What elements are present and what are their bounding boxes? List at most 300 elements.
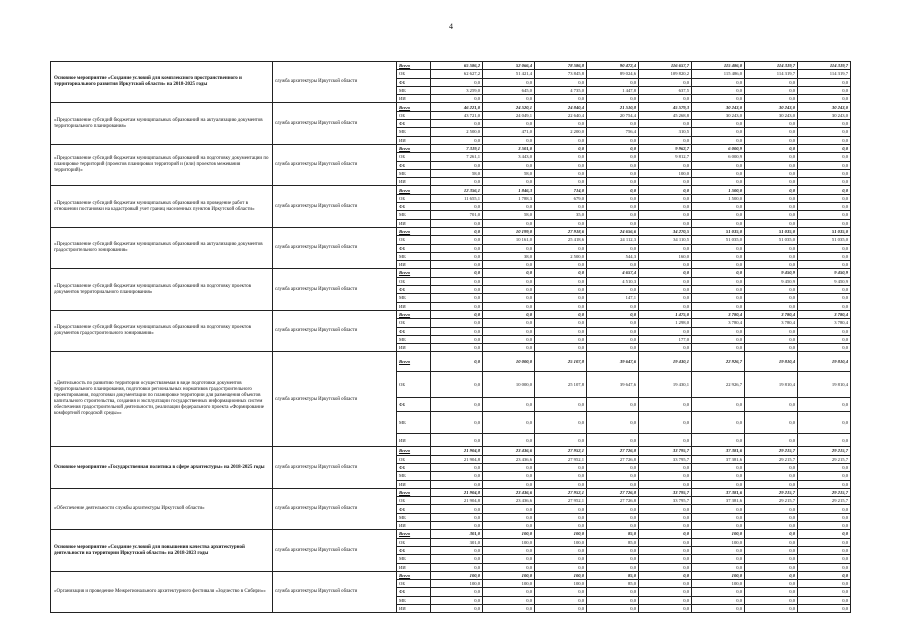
amount-cell: 100,0	[431, 580, 483, 588]
amount-cell: 0,0	[639, 398, 692, 412]
amount-cell: 0,0	[587, 261, 639, 269]
amount-cell: 0,0	[639, 327, 692, 335]
amount-cell: 0,0	[692, 605, 745, 613]
amount-cell: 0,0	[798, 530, 851, 538]
amount-cell: 24 840,4	[535, 103, 587, 111]
amount-cell: 0,0	[745, 571, 798, 579]
amount-cell: 100,0	[535, 580, 587, 588]
amount-cell: 0,0	[587, 555, 639, 563]
amount-cell: 100,0	[692, 538, 745, 546]
amount-cell: 0,0	[431, 372, 483, 398]
amount-cell: 0,0	[431, 505, 483, 513]
amount-cell: 0,0	[692, 120, 745, 128]
amount-cell: 0,0	[587, 153, 639, 161]
amount-cell: 0,0	[587, 95, 639, 103]
amount-cell: 0,0	[431, 513, 483, 521]
amount-cell: 0,0	[745, 128, 798, 136]
amount-cell: 0,0	[587, 302, 639, 310]
amount-cell: 0,0	[535, 546, 587, 554]
amount-cell: 29 215,7	[798, 447, 851, 455]
amount-cell: 0,0	[431, 463, 483, 471]
amount-cell: 33 795,7	[639, 455, 692, 463]
amount-cell: 0,0	[587, 412, 639, 434]
amount-cell: 714,0	[535, 186, 587, 194]
amount-cell: 58,0	[483, 169, 535, 177]
amount-cell: 114 319,7	[745, 62, 798, 70]
amount-cell: 114 319,7	[798, 70, 851, 78]
activity-description: Основное мероприятие «Создание условий для повышения качества архитектурной деятельности на территории Иркутской области» на 2018-2023 годы	[51, 530, 273, 571]
amount-cell: 0,0	[798, 546, 851, 554]
amount-cell: 0,0	[431, 398, 483, 412]
amount-cell: 0,0	[483, 434, 535, 447]
amount-cell: 0,0	[745, 434, 798, 447]
amount-cell: 177,0	[639, 335, 692, 343]
amount-cell: 0,0	[798, 219, 851, 227]
amount-cell: 27 726,8	[587, 447, 639, 455]
amount-cell: 0,0	[692, 463, 745, 471]
funding-source: ФБ	[397, 161, 431, 169]
amount-cell: 0,0	[535, 480, 587, 488]
amount-cell: 0,0	[535, 219, 587, 227]
amount-cell: 24 520,1	[483, 103, 535, 111]
amount-cell: 0,0	[535, 588, 587, 596]
activity-description: Основное мероприятие «Создание условий для комплексного пространственного и территориального развития Иркутской области» на 2018-2025 годы	[51, 62, 273, 103]
amount-cell: 0,0	[798, 434, 851, 447]
amount-cell: 21 904,8	[431, 497, 483, 505]
responsible-executor: служба архитектуры Иркутской области	[273, 103, 397, 144]
amount-cell: 3 780,4	[745, 319, 798, 327]
amount-cell: 0,0	[483, 596, 535, 604]
funding-source: ОБ	[397, 277, 431, 285]
amount-cell: 0,0	[587, 244, 639, 252]
table-row	[51, 186, 851, 194]
amount-cell: 301,0	[431, 538, 483, 546]
amount-cell: 22 926,7	[692, 372, 745, 398]
funding-source: ИИ	[397, 261, 431, 269]
amount-cell: 37 381,6	[692, 447, 745, 455]
amount-cell: 0,0	[535, 398, 587, 412]
funding-source: ФБ	[397, 203, 431, 211]
funding-source: ОБ	[397, 455, 431, 463]
amount-cell: 0,0	[745, 538, 798, 546]
amount-cell: 37 381,6	[692, 497, 745, 505]
funding-source: Всего	[397, 227, 431, 235]
amount-cell: 33 795,7	[639, 447, 692, 455]
amount-cell: 0,0	[535, 319, 587, 327]
amount-cell: 0,0	[535, 434, 587, 447]
amount-cell: 85,0	[587, 538, 639, 546]
table-row	[51, 269, 851, 277]
amount-cell: 0,0	[535, 144, 587, 152]
amount-cell: 0,0	[798, 480, 851, 488]
amount-cell: 0,0	[692, 302, 745, 310]
funding-source: ИИ	[397, 563, 431, 571]
amount-cell: 12 356,1	[431, 186, 483, 194]
amount-cell: 0,0	[483, 480, 535, 488]
amount-cell: 19 430,1	[639, 352, 692, 372]
amount-cell: 0,0	[798, 86, 851, 94]
table-row	[51, 103, 851, 111]
amount-cell: 0,0	[639, 211, 692, 219]
responsible-executor: служба архитектуры Иркутской области	[273, 310, 397, 351]
amount-cell: 100,0	[483, 538, 535, 546]
amount-cell: 100,0	[692, 580, 745, 588]
amount-cell: 0,0	[587, 161, 639, 169]
amount-cell: 0,0	[745, 588, 798, 596]
amount-cell: 0,0	[535, 244, 587, 252]
amount-cell: 9 450,9	[798, 277, 851, 285]
amount-cell: 0,0	[692, 203, 745, 211]
amount-cell: 0,0	[692, 219, 745, 227]
amount-cell: 0,0	[639, 95, 692, 103]
amount-cell: 0,0	[587, 605, 639, 613]
responsible-executor: служба архитектуры Иркутской области	[273, 186, 397, 227]
funding-source: ИИ	[397, 302, 431, 310]
amount-cell: 0,0	[483, 310, 535, 318]
amount-cell: 100,0	[483, 571, 535, 579]
amount-cell: 4 735,0	[535, 86, 587, 94]
amount-cell: 0,0	[745, 463, 798, 471]
amount-cell: 22 926,7	[692, 352, 745, 372]
amount-cell: 0,0	[798, 580, 851, 588]
amount-cell: 147,1	[587, 294, 639, 302]
amount-cell: 51 421,4	[483, 70, 535, 78]
amount-cell: 0,0	[745, 86, 798, 94]
amount-cell: 3 780,4	[692, 319, 745, 327]
amount-cell: 0,0	[483, 277, 535, 285]
table-row	[51, 530, 851, 538]
funding-source: ФБ	[397, 398, 431, 412]
amount-cell: 0,0	[483, 472, 535, 480]
amount-cell: 1 298,0	[639, 319, 692, 327]
responsible-executor: служба архитектуры Иркутской области	[273, 269, 397, 310]
amount-cell: 65 586,2	[431, 62, 483, 70]
amount-cell: 0,0	[483, 244, 535, 252]
amount-cell: 0,0	[798, 178, 851, 186]
amount-cell: 0,0	[639, 161, 692, 169]
amount-cell: 109 820,2	[639, 70, 692, 78]
amount-cell: 0,0	[483, 546, 535, 554]
amount-cell: 0,0	[431, 261, 483, 269]
amount-cell: 35,0	[535, 211, 587, 219]
amount-cell: 30 243,0	[798, 103, 851, 111]
amount-cell: 0,0	[798, 144, 851, 152]
amount-cell: 0,0	[535, 412, 587, 434]
amount-cell: 0,0	[639, 538, 692, 546]
amount-cell: 0,0	[745, 555, 798, 563]
amount-cell: 0,0	[535, 472, 587, 480]
amount-cell: 0,0	[692, 261, 745, 269]
amount-cell: 9 450,9	[745, 277, 798, 285]
amount-cell: 1 475,0	[639, 310, 692, 318]
amount-cell: 0,0	[639, 546, 692, 554]
amount-cell: 0,0	[431, 344, 483, 352]
amount-cell: 62 627,2	[431, 70, 483, 78]
funding-source: Всего	[397, 488, 431, 496]
funding-source: ИИ	[397, 219, 431, 227]
amount-cell: 0,0	[745, 505, 798, 513]
amount-cell: 0,0	[431, 178, 483, 186]
amount-cell: 0,0	[431, 203, 483, 211]
amount-cell: 0,0	[587, 327, 639, 335]
amount-cell: 73 845,8	[535, 70, 587, 78]
amount-cell: 29 215,7	[745, 455, 798, 463]
funding-source: ОБ	[397, 194, 431, 202]
funding-source: Всего	[397, 144, 431, 152]
funding-source: ФБ	[397, 286, 431, 294]
amount-cell: 0,0	[745, 211, 798, 219]
amount-cell: 100,0	[639, 169, 692, 177]
amount-cell: 0,0	[692, 244, 745, 252]
amount-cell: 0,0	[692, 252, 745, 260]
amount-cell: 0,0	[535, 513, 587, 521]
amount-cell: 0,0	[692, 546, 745, 554]
amount-cell: 0,0	[639, 203, 692, 211]
amount-cell: 0,0	[431, 277, 483, 285]
amount-cell: 0,0	[483, 78, 535, 86]
amount-cell: 0,0	[431, 472, 483, 480]
amount-cell: 0,0	[639, 513, 692, 521]
amount-cell: 0,0	[535, 78, 587, 86]
amount-cell: 4 510,3	[587, 277, 639, 285]
amount-cell: 0,0	[798, 211, 851, 219]
funding-source: Всего	[397, 310, 431, 318]
amount-cell: 0,0	[587, 178, 639, 186]
funding-source: Всего	[397, 447, 431, 455]
amount-cell: 27 726,8	[587, 488, 639, 496]
amount-cell: 2 200,0	[535, 128, 587, 136]
funding-source: Всего	[397, 269, 431, 277]
amount-cell: 0,0	[639, 120, 692, 128]
amount-cell: 29 215,7	[798, 497, 851, 505]
amount-cell: 0,0	[483, 555, 535, 563]
responsible-executor: служба архитектуры Иркутской области	[273, 227, 397, 268]
amount-cell: 0,0	[431, 596, 483, 604]
amount-cell: 39 647,6	[587, 352, 639, 372]
amount-cell: 0,0	[745, 136, 798, 144]
funding-source: ИИ	[397, 136, 431, 144]
activity-description: «Обеспечение деятельности службы архитектуры Иркутской области»	[51, 488, 273, 529]
amount-cell: 0,0	[692, 555, 745, 563]
amount-cell: 0,0	[587, 546, 639, 554]
funding-source: ОБ	[397, 372, 431, 398]
amount-cell: 0,0	[431, 244, 483, 252]
amount-cell: 22 640,4	[535, 111, 587, 119]
funding-source: МБ	[397, 86, 431, 94]
funding-source: ИИ	[397, 178, 431, 186]
amount-cell: 0,0	[639, 605, 692, 613]
amount-cell: 0,0	[639, 472, 692, 480]
amount-cell: 0,0	[431, 294, 483, 302]
amount-cell: 0,0	[483, 513, 535, 521]
amount-cell: 0,0	[639, 186, 692, 194]
amount-cell: 0,0	[692, 596, 745, 604]
amount-cell: 34 270,5	[639, 227, 692, 235]
amount-cell: 0,0	[535, 203, 587, 211]
amount-cell: 29 215,7	[745, 497, 798, 505]
funding-source: МБ	[397, 128, 431, 136]
amount-cell: 0,0	[745, 153, 798, 161]
amount-cell: 100,0	[535, 530, 587, 538]
amount-cell: 27 726,8	[587, 497, 639, 505]
amount-cell: 43 721,0	[431, 111, 483, 119]
amount-cell: 0,0	[692, 563, 745, 571]
amount-cell: 0,0	[798, 555, 851, 563]
amount-cell: 0,0	[587, 136, 639, 144]
amount-cell: 0,0	[483, 327, 535, 335]
amount-cell: 0,0	[535, 136, 587, 144]
amount-cell: 0,0	[639, 522, 692, 530]
amount-cell: 0,0	[483, 412, 535, 434]
funding-source: ФБ	[397, 244, 431, 252]
amount-cell: 0,0	[639, 463, 692, 471]
amount-cell: 23 436,6	[483, 455, 535, 463]
table-row	[51, 227, 851, 235]
amount-cell: 30 243,0	[692, 111, 745, 119]
table-row	[51, 488, 851, 496]
amount-cell: 37 381,6	[692, 455, 745, 463]
amount-cell: 58,0	[431, 169, 483, 177]
amount-cell: 0,0	[745, 344, 798, 352]
amount-cell: 0,0	[587, 120, 639, 128]
amount-cell: 0,0	[745, 327, 798, 335]
amount-cell: 38,0	[483, 252, 535, 260]
amount-cell: 0,0	[535, 596, 587, 604]
responsible-executor: служба архитектуры Иркутской области	[273, 352, 397, 447]
amount-cell: 0,0	[587, 522, 639, 530]
amount-cell: 0,0	[692, 588, 745, 596]
amount-cell: 0,0	[639, 286, 692, 294]
amount-cell: 0,0	[639, 261, 692, 269]
amount-cell: 0,0	[692, 434, 745, 447]
amount-cell: 3 443,0	[483, 153, 535, 161]
amount-cell: 0,0	[431, 286, 483, 294]
amount-cell: 0,0	[587, 203, 639, 211]
amount-cell: 114 319,7	[745, 70, 798, 78]
amount-cell: 30 243,0	[692, 103, 745, 111]
amount-cell: 0,0	[431, 335, 483, 343]
amount-cell: 21 904,8	[431, 447, 483, 455]
responsible-executor: служба архитектуры Иркутской области	[273, 488, 397, 529]
amount-cell: 0,0	[587, 286, 639, 294]
funding-source: ИИ	[397, 605, 431, 613]
amount-cell: 0,0	[535, 120, 587, 128]
table-row	[51, 144, 851, 152]
amount-cell: 10 161,0	[483, 236, 535, 244]
funding-source: ФБ	[397, 78, 431, 86]
funding-source: ФБ	[397, 588, 431, 596]
amount-cell: 19 430,1	[639, 372, 692, 398]
amount-cell: 6 000,9	[692, 153, 745, 161]
amount-cell: 0,0	[798, 472, 851, 480]
amount-cell: 0,0	[745, 563, 798, 571]
funding-source: МБ	[397, 294, 431, 302]
amount-cell: 0,0	[587, 78, 639, 86]
amount-cell: 0,0	[745, 513, 798, 521]
amount-cell: 3 780,4	[692, 310, 745, 318]
amount-cell: 27 952,1	[535, 497, 587, 505]
amount-cell: 0,0	[639, 480, 692, 488]
amount-cell: 0,0	[483, 269, 535, 277]
amount-cell: 29 215,7	[745, 447, 798, 455]
amount-cell: 0,0	[431, 522, 483, 530]
funding-source: ОБ	[397, 153, 431, 161]
amount-cell: 19 810,4	[745, 352, 798, 372]
amount-cell: 7 261,1	[431, 153, 483, 161]
amount-cell: 0,0	[587, 344, 639, 352]
amount-cell: 0,0	[692, 480, 745, 488]
page-marker: 4	[449, 22, 453, 31]
amount-cell: 19 810,4	[798, 372, 851, 398]
amount-cell: 0,0	[798, 463, 851, 471]
amount-cell: 0,0	[745, 261, 798, 269]
amount-cell: 0,0	[745, 546, 798, 554]
amount-cell: 0,0	[692, 128, 745, 136]
financing-table	[50, 61, 851, 613]
amount-cell: 0,0	[692, 211, 745, 219]
amount-cell: 0,0	[745, 161, 798, 169]
funding-source: МБ	[397, 252, 431, 260]
amount-cell: 0,0	[745, 480, 798, 488]
amount-cell: 0,0	[639, 136, 692, 144]
amount-cell: 51 035,0	[692, 236, 745, 244]
amount-cell: 0,0	[798, 398, 851, 412]
amount-cell: 0,0	[535, 95, 587, 103]
funding-source: Всего	[397, 571, 431, 579]
amount-cell: 0,0	[692, 178, 745, 186]
amount-cell: 4 657,4	[587, 269, 639, 277]
amount-cell: 51 035,0	[692, 227, 745, 235]
amount-cell: 0,0	[692, 277, 745, 285]
amount-cell: 0,0	[798, 95, 851, 103]
amount-cell: 0,0	[587, 310, 639, 318]
amount-cell: 1 447,8	[587, 86, 639, 94]
amount-cell: 0,0	[431, 120, 483, 128]
amount-cell: 100,0	[692, 530, 745, 538]
amount-cell: 0,0	[639, 580, 692, 588]
amount-cell: 0,0	[587, 211, 639, 219]
amount-cell: 25 107,8	[535, 372, 587, 398]
amount-cell: 645,0	[483, 86, 535, 94]
amount-cell: 29 215,7	[798, 488, 851, 496]
amount-cell: 0,0	[745, 219, 798, 227]
amount-cell: 0,0	[535, 161, 587, 169]
amount-cell: 45 579,3	[639, 103, 692, 111]
amount-cell: 0,0	[798, 153, 851, 161]
funding-source: ИИ	[397, 344, 431, 352]
amount-cell: 0,0	[798, 538, 851, 546]
amount-cell: 34 110,5	[639, 236, 692, 244]
amount-cell: 0,0	[745, 398, 798, 412]
amount-cell: 9 450,9	[798, 269, 851, 277]
amount-cell: 0,0	[745, 580, 798, 588]
amount-cell: 0,0	[639, 530, 692, 538]
amount-cell: 0,0	[639, 571, 692, 579]
amount-cell: 0,0	[535, 505, 587, 513]
amount-cell: 471,0	[483, 128, 535, 136]
amount-cell: 24 112,3	[587, 236, 639, 244]
amount-cell: 0,0	[798, 136, 851, 144]
amount-cell: 0,0	[483, 588, 535, 596]
amount-cell: 0,0	[798, 120, 851, 128]
amount-cell: 0,0	[798, 294, 851, 302]
table-row	[51, 310, 851, 318]
amount-cell: 0,0	[745, 605, 798, 613]
amount-cell: 0,0	[692, 398, 745, 412]
amount-cell: 0,0	[639, 194, 692, 202]
amount-cell: 0,0	[483, 302, 535, 310]
amount-cell: 0,0	[535, 294, 587, 302]
